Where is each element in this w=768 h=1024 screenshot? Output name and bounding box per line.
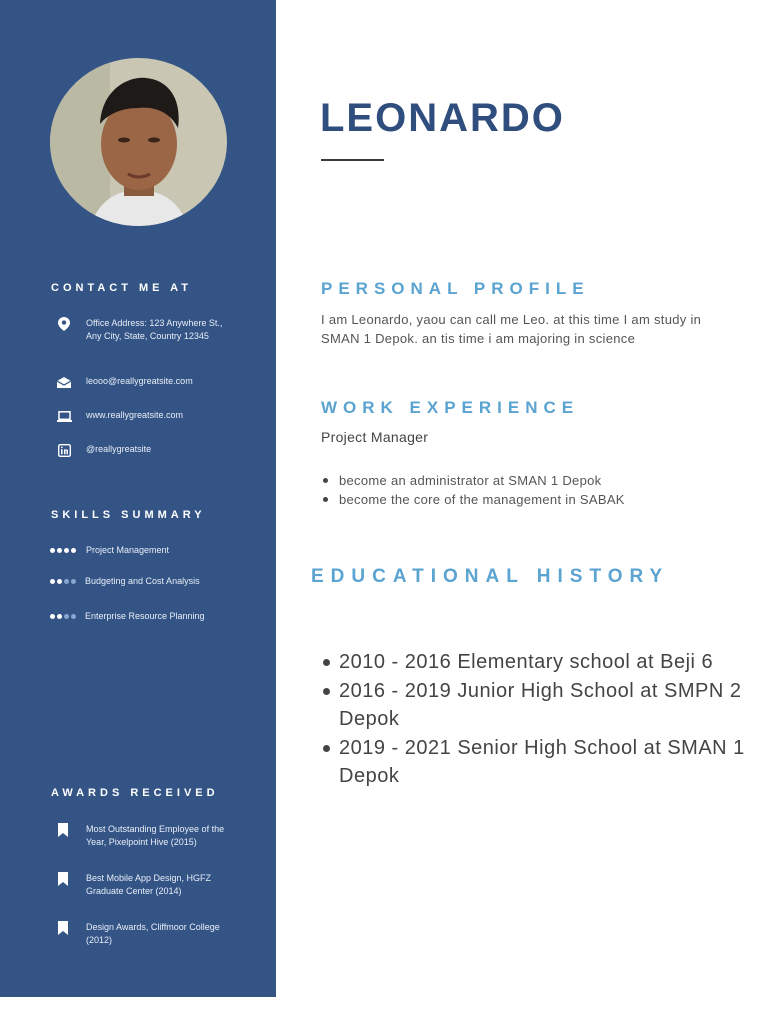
award-text: Most Outstanding Employee of the Year, Pixelpoint Hive (2015)	[86, 824, 225, 847]
list-item: 2019 - 2021 Senior High School at SMAN 1 Depok	[321, 734, 751, 791]
work-bullets	[321, 471, 741, 509]
skill-item	[50, 544, 250, 558]
contact-email-text: leooo@reallygreatsite.com	[86, 376, 193, 386]
award-text: Design Awards, Cliffmoor College (2012)	[86, 922, 220, 945]
work-heading: WORK EXPERIENCE	[321, 398, 580, 417]
location-pin-icon	[56, 317, 72, 331]
contact-linkedin-text: @reallygreatsite	[86, 444, 152, 454]
laptop-icon	[56, 409, 72, 423]
skill-level-dots	[50, 614, 76, 619]
bookmark-icon	[58, 872, 68, 886]
envelope-icon	[56, 375, 72, 389]
award-item	[58, 823, 248, 851]
skill-item	[50, 610, 250, 624]
award-item	[58, 872, 248, 900]
list-item: 2010 - 2016 Elementary school at Beji 6	[321, 648, 751, 677]
skill-level-dots	[50, 579, 76, 584]
page-title: LEONARDO	[320, 96, 565, 140]
awards-heading: AWARDS RECEIVED	[51, 787, 219, 799]
sidebar	[0, 0, 276, 997]
skill-label: Budgeting and Cost Analysis	[85, 576, 200, 586]
skill-label: Project Management	[86, 545, 170, 555]
contact-website[interactable]	[56, 409, 236, 423]
job-title: Project Manager	[321, 429, 429, 445]
education-heading: EDUCATIONAL HISTORY	[311, 566, 670, 587]
skill-item	[50, 575, 250, 589]
contact-linkedin[interactable]	[56, 443, 236, 457]
education-list	[321, 648, 751, 791]
bookmark-icon	[58, 921, 68, 935]
title-divider	[321, 159, 384, 161]
list-item: 2016 - 2019 Junior High School at SMPN 2 Depok	[321, 677, 751, 734]
award-text: Best Mobile App Design, HGFZ Graduate Center (2014)	[86, 873, 212, 896]
award-item	[58, 921, 248, 949]
profile-photo	[50, 58, 227, 226]
contact-heading: CONTACT ME AT	[51, 282, 193, 294]
skills-heading: SKILLS SUMMARY	[51, 509, 206, 521]
profile-heading: PERSONAL PROFILE	[321, 279, 590, 298]
linkedin-icon	[56, 443, 72, 457]
skill-label: Enterprise Resource Planning	[85, 611, 205, 621]
contact-email[interactable]	[56, 375, 236, 389]
profile-text: I am Leonardo, yaou can call me Leo. at this time I am study in SMAN 1 Depok. an tis time i am majoring in science	[321, 312, 702, 346]
skill-level-dots	[50, 548, 76, 553]
list-item: become the core of the management in SABAK	[321, 490, 741, 509]
contact-address	[56, 317, 236, 357]
contact-address-text: Office Address: 123 Anywhere St., Any City, State, Country 12345	[86, 318, 223, 341]
bookmark-icon	[58, 823, 68, 837]
list-item: become an administrator at SMAN 1 Depok	[321, 471, 741, 490]
contact-website-text: www.reallygreatsite.com	[86, 410, 184, 420]
